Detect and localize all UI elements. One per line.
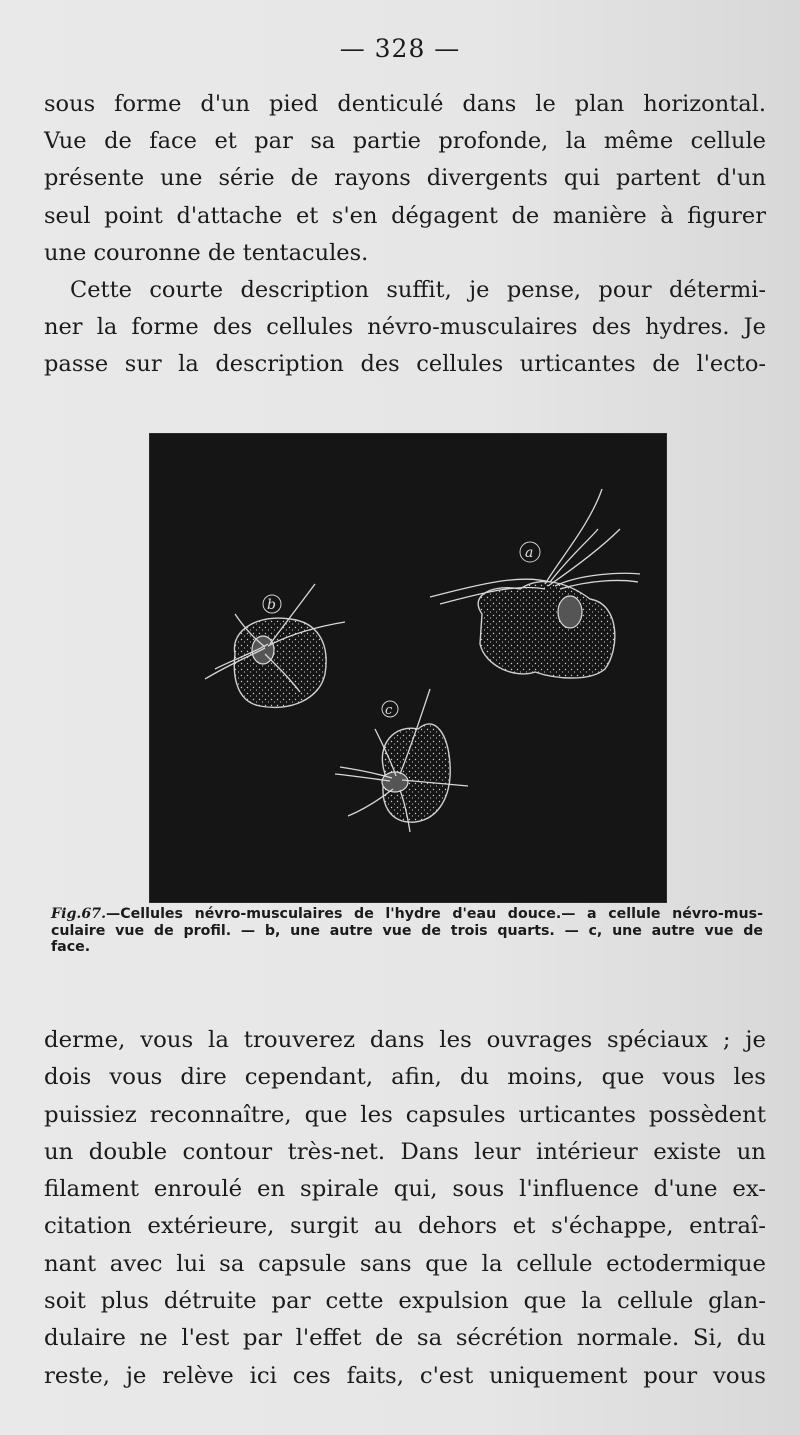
figure-label-a: a [525, 545, 534, 561]
figure-label-b: b [267, 597, 276, 613]
text-line: passe sur la description des cellules urticantes de l'ecto- [44, 351, 766, 378]
cell-c-drawing [335, 689, 468, 832]
text-line: citation extérieure, surgit au dehors et s'échappe, entraî- [44, 1213, 766, 1240]
text-line: derme, vous la trouverez dans les ouvrages spéciaux ; je [44, 1027, 766, 1053]
text-line: filament enroulé en spirale qui, sous l'influence d'une ex- [44, 1176, 766, 1203]
text-line: puissiez reconnaître, que les capsules urticantes possèdent [44, 1101, 766, 1128]
text-line: reste, je relève ici ces faits, c'est uniquement pour vous [44, 1362, 766, 1389]
caption-figure-label: Fig.67. [51, 906, 107, 922]
text-line: nant avec lui sa capsule sans que la cellule ectodermique [44, 1250, 766, 1277]
paragraph-bottom [44, 1022, 766, 1395]
text-line: ner la forme des cellules névro-musculaires des hydres. Je [44, 314, 766, 341]
cells-engraving [150, 434, 666, 902]
figure-label-c: c [385, 703, 393, 718]
text-line: Cette courte description suffit, je pense, pour détermi- [70, 277, 766, 304]
cell-a-drawing [430, 489, 640, 678]
text-line: dulaire ne l'est par l'effet de sa sécrétion normale. Si, du [44, 1325, 766, 1352]
cell-a-nucleus [558, 596, 582, 628]
caption-line: culaire vue de profil. — b, une autre vue de trois quarts. — c, une autre vue de [51, 922, 763, 939]
caption-text: —Cellules névro-musculaires de l'hydre d'eau douce.— a cellule névro-mus- [106, 906, 763, 922]
text-line: sous forme d'un pied denticulé dans le plan horizontal. [44, 91, 766, 117]
cell-a-body [478, 582, 615, 678]
text-line: seul point d'attache et s'en dégagent de manière à figurer [44, 202, 766, 229]
text-line: un double contour très-net. Dans leur intérieur existe un [44, 1138, 766, 1165]
caption-line [51, 906, 763, 923]
cell-b-drawing [205, 584, 345, 707]
page-number: — 328 — [339, 34, 461, 63]
paragraph-top [44, 86, 766, 384]
caption-line: face. [51, 939, 91, 955]
text-line: dois vous dire cependant, afin, du moins, que vous les [44, 1064, 766, 1091]
text-line: soit plus détruite par cette expulsion que la cellule glan- [44, 1288, 766, 1315]
figure-67-illustration [150, 434, 666, 902]
text-line: Vue de face et par sa partie profonde, la même cellule [44, 128, 766, 155]
figure-caption [51, 906, 763, 956]
text-line: une couronne de tentacules. [44, 239, 369, 266]
text-line: présente une série de rayons divergents qui partent d'un [44, 165, 766, 192]
